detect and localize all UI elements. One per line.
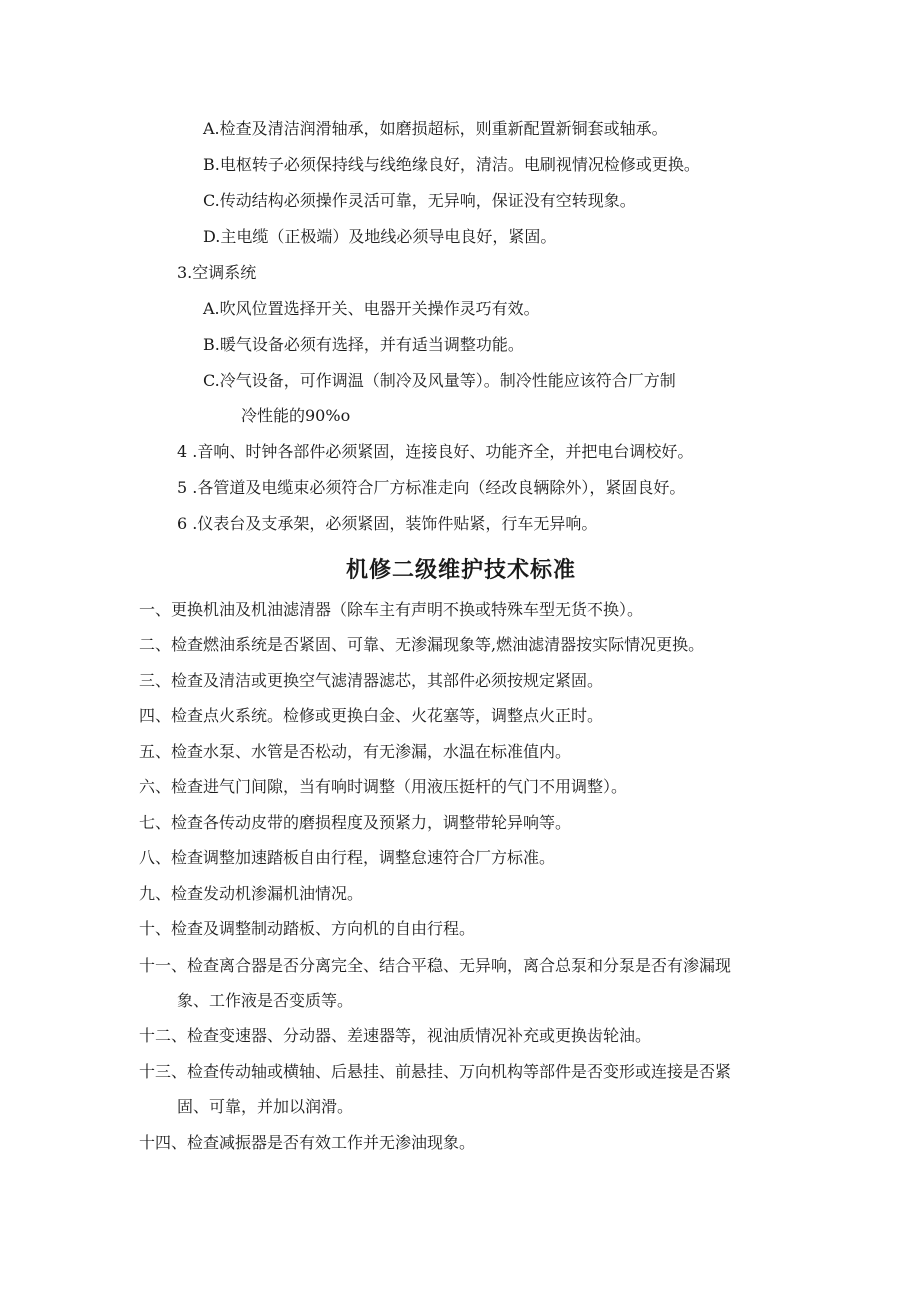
level2-item-13: 十三、检查传动轴或横轴、后悬挂、前悬挂、万向机构等部件是否变形或连接是否紧: [139, 1062, 732, 1081]
level2-item-12: 十二、检查变速器、分动器、差速器等，视油质情况补充或更换齿轮油。: [139, 1026, 652, 1045]
numbered-item-4: 4 .音响、时钟各部件必须紧固，连接良好、功能齐全，并把电台调校好。: [177, 442, 694, 461]
item-a-bearing: A.检查及清洁润滑轴承，如磨损超标，则重新配置新铜套或轴承。: [203, 119, 668, 138]
level2-item-7: 七、检查各传动皮带的磨损程度及预紧力，调整带轮异响等。: [139, 813, 572, 832]
item-c-transmission: C.传动结构必须操作灵活可靠，无异响，保证没有空转现象。: [203, 191, 636, 210]
level2-item-14: 十四、检查减振器是否有效工作并无渗油现象。: [139, 1133, 476, 1152]
level2-item-3: 三、检查及清洁或更换空气滤清器滤芯，其部件必须按规定紧固。: [139, 671, 604, 690]
level2-item-1: 一、更换机油及机油滤清器（除车主有声明不换或特殊车型无货不换）。: [139, 600, 644, 619]
level2-title: 机修二级维护技术标准: [346, 558, 577, 583]
item-b-armature: B.电枢转子必须保持线与线绝缘良好，清洁。电刷视情况检修或更换。: [203, 155, 700, 174]
level2-item-2: 二、检查燃油系统是否紧固、可靠、无渗漏现象等,燃油滤清器按实际情况更换。: [139, 635, 705, 654]
item-d-cable: D.主电缆（正极端）及地线必须导电良好，紧固。: [203, 227, 557, 246]
level2-item-10: 十、检查及调整制动踏板、方向机的自由行程。: [139, 919, 476, 938]
aircon-heading: 3.空调系统: [177, 263, 257, 282]
numbered-item-6: 6 .仪表台及支承架，必须紧固，装饰件贴紧，行车无异响。: [177, 514, 598, 533]
level2-item-5: 五、检查水泵、水管是否松动，有无渗漏，水温在标准值内。: [139, 742, 572, 761]
aircon-item-c: C.冷气设备，可作调温（制冷及风量等）。制冷性能应该符合厂方制: [203, 371, 676, 390]
level2-item-8: 八、检查调整加速踏板自由行程，调整怠速符合厂方标准。: [139, 848, 556, 867]
level2-item-13-cont: 固、可靠，并加以润滑。: [177, 1097, 354, 1116]
aircon-item-a: A.吹风位置选择开关、电器开关操作灵巧有效。: [203, 299, 540, 318]
level2-item-11-cont: 象、工作液是否变质等。: [177, 991, 354, 1010]
aircon-item-c-cont: 冷性能的90%o: [241, 406, 351, 425]
level2-item-11: 十一、检查离合器是否分离完全、结合平稳、无异响，离合总泵和分泵是否有渗漏现: [139, 956, 732, 975]
level2-item-9: 九、检查发动机渗漏机油情况。: [139, 884, 364, 903]
aircon-item-b: B.暖气设备必须有选择，并有适当调整功能。: [203, 335, 524, 354]
level2-item-6: 六、检查进气门间隙，当有响时调整（用液压挺杆的气门不用调整）。: [139, 777, 628, 796]
numbered-item-5: 5 .各管道及电缆束必须符合厂方标准走向（经改良辆除外），紧固良好。: [177, 478, 686, 497]
level2-item-4: 四、检查点火系统。检修或更换白金、火花塞等，调整点火正时。: [139, 706, 604, 725]
